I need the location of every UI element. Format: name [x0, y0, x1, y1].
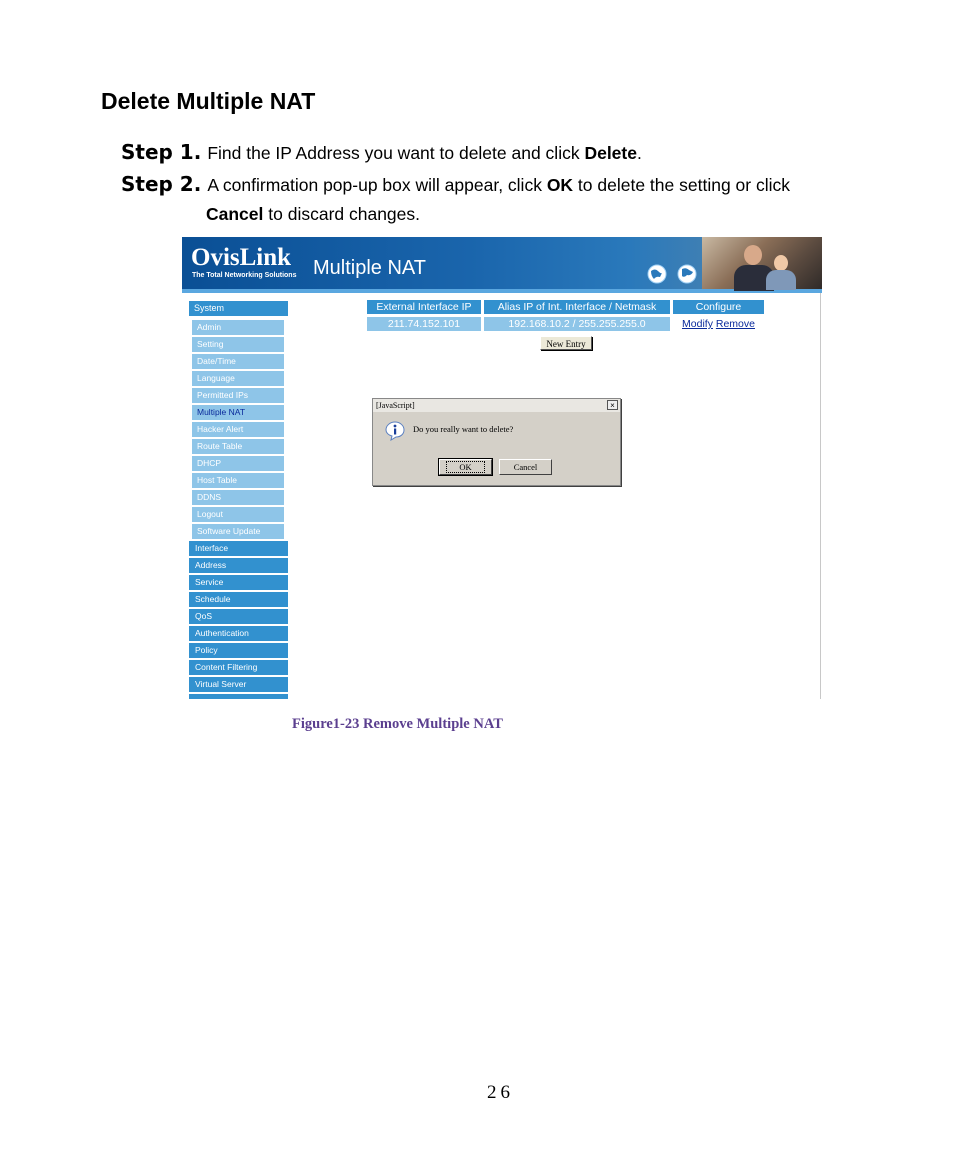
- figure-screenshot: [182, 237, 822, 699]
- section-heading: Delete Multiple NAT: [101, 88, 316, 114]
- sidebar-item-hacker-alert[interactable]: Hacker Alert: [192, 422, 284, 437]
- step-2-line-2: [206, 203, 420, 225]
- cancel-button[interactable]: Cancel: [499, 459, 552, 475]
- step-1-label: Step 1.: [121, 140, 202, 164]
- figure-caption: Figure1-23 Remove Multiple NAT: [292, 716, 503, 732]
- sidebar-item-date-time[interactable]: Date/Time: [192, 354, 284, 369]
- step-2-label: Step 2.: [121, 172, 202, 196]
- close-icon[interactable]: ×: [607, 400, 618, 410]
- step-2-text: A confirmation pop-up box will appear, click: [207, 175, 547, 195]
- ok-button[interactable]: [439, 459, 492, 475]
- cell-external-ip: 211.74.152.101: [367, 317, 481, 331]
- nav-item-schedule[interactable]: Schedule: [189, 592, 288, 607]
- sidebar-item-setting[interactable]: Setting: [192, 337, 284, 352]
- step-2-end: to delete the setting or click: [573, 175, 790, 195]
- cell-configure: [673, 317, 764, 331]
- sidebar-item-permitted-ips[interactable]: Permitted IPs: [192, 388, 284, 403]
- nav-item-content-filtering[interactable]: Content Filtering: [189, 660, 288, 675]
- info-icon: [385, 421, 405, 441]
- sidebar-item-logout[interactable]: Logout: [192, 507, 284, 522]
- nav-item-authentication[interactable]: Authentication: [189, 626, 288, 641]
- dialog-title: [JavaScript]: [373, 399, 620, 412]
- globe-icon: [677, 264, 697, 284]
- app-title: Multiple NAT: [313, 257, 426, 279]
- nav-item-interface[interactable]: Interface: [189, 541, 288, 556]
- nav-item-policy[interactable]: Policy: [189, 643, 288, 658]
- globe-icon: [647, 264, 667, 284]
- nav-item-qos[interactable]: QoS: [189, 609, 288, 624]
- col-configure: Configure: [673, 300, 764, 314]
- nav-item-virtual-server[interactable]: Virtual Server: [189, 677, 288, 692]
- col-external-ip: External Interface IP: [367, 300, 481, 314]
- ok-button-label: OK: [446, 461, 484, 473]
- sidebar-item-ddns[interactable]: DDNS: [192, 490, 284, 505]
- dialog-message: Do you really want to delete?: [413, 424, 514, 434]
- sidebar-item-route-table[interactable]: Route Table: [192, 439, 284, 454]
- sidebar-item-language[interactable]: Language: [192, 371, 284, 386]
- sidebar-item-dhcp[interactable]: DHCP: [192, 456, 284, 471]
- nav-item-cutoff[interactable]: [189, 694, 288, 699]
- modify-link[interactable]: Modify: [682, 318, 713, 330]
- sidebar-item-host-table[interactable]: Host Table: [192, 473, 284, 488]
- step-2: [121, 173, 790, 196]
- step-2-bold: OK: [546, 175, 574, 195]
- new-entry-button[interactable]: New Entry: [540, 336, 592, 350]
- col-alias-ip: Alias IP of Int. Interface / Netmask: [484, 300, 670, 314]
- step-1-end: .: [636, 143, 642, 163]
- confirm-dialog: [372, 398, 621, 486]
- cell-alias-ip: 192.168.10.2 / 255.255.255.0: [484, 317, 670, 331]
- sidebar-item-multiple-nat[interactable]: Multiple NAT: [192, 405, 284, 420]
- step-1-text: Find the IP Address you want to delete and click: [207, 143, 585, 163]
- nav-item-service[interactable]: Service: [189, 575, 288, 590]
- brand-tagline: The Total Networking Solutions: [192, 272, 297, 279]
- step-2-cancel-bold: Cancel: [206, 204, 264, 224]
- banner-divider: [182, 289, 822, 293]
- sidebar-item-software-update[interactable]: Software Update: [192, 524, 284, 539]
- remove-link[interactable]: Remove: [715, 318, 755, 330]
- content-border: [820, 293, 821, 699]
- step-1: [121, 141, 642, 164]
- sidebar-item-admin[interactable]: Admin: [192, 320, 284, 335]
- banner-photo: [702, 237, 822, 289]
- nav-item-address[interactable]: Address: [189, 558, 288, 573]
- step-1-bold: Delete: [584, 143, 637, 163]
- step-2-line-2-text: to discard changes.: [263, 204, 421, 224]
- brand-logo: OvisLink: [191, 244, 292, 271]
- page-number: 26: [487, 1082, 514, 1103]
- sidebar-system[interactable]: System: [189, 301, 288, 316]
